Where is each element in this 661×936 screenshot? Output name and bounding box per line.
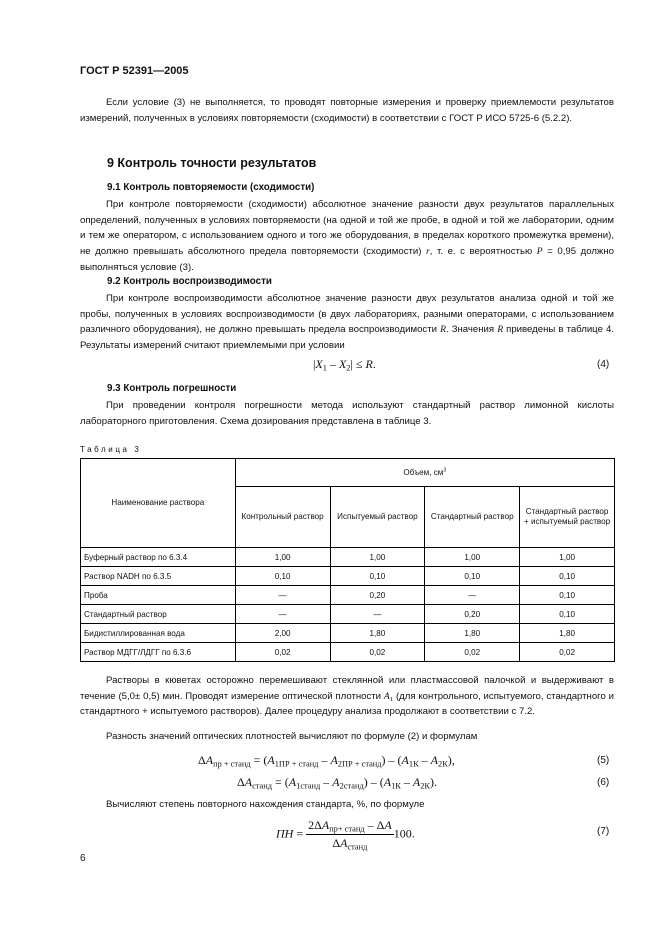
- equation-number-6: (6): [597, 777, 610, 788]
- repeat-paragraph: Вычисляют степень повторного нахождения стандарта, %, по формуле: [106, 799, 425, 810]
- table-header-col-3: Стандартный раствор: [425, 487, 520, 548]
- s2-text-a: При контроле воспроизводимости абсолютное значение разности двух результатов анализа одной и той же пробы, полученных в условиях воспроизводимости (в двух лабораториях, разными операторами, с использованием различного оборудования), не должно превышать предела воспроизводимости: [80, 293, 614, 336]
- table-row: Раствор NADH по 6.3.5 0,10 0,10 0,10 0,10: [81, 567, 615, 586]
- formula-5: $\Delta A_{пр + станд} = (A_{1ПР + станд} - A_{2ПР + станд}) - (A_{1К} - A_{2К})$,: [198, 753, 455, 769]
- section-9-1-title: 9.1 Контроль повторяемости (сходимости): [107, 182, 315, 193]
- symbol-R-1: R: [440, 324, 446, 336]
- s2-text-c: приведены в таблице 4. Результаты измерений считают приемлемыми при условии: [80, 324, 614, 352]
- symbol-p: P: [536, 246, 543, 258]
- formula-7-fraction: $\frac{2\Delta A_{пр+ станд} - \Delta A}{\Delta A_{станд}}$: [308, 818, 392, 852]
- s1-text-a: При контроле повторяемости (сходимости) абсолютное значение разности двух результатов параллельных определений, полученных в условиях повторяемости (на одной и той же пробе, в одной и той же лаборатории, одним и тем же оператором, с использованием одного и того же оборудования, в пределах короткого промежутка времени), не должно превышать абсолютного предела повторяемости (сходимости): [80, 199, 614, 258]
- table-header-col-4: Стандартный раствор + испытуемый раствор: [520, 487, 615, 548]
- s1-text-b: , т. е. с вероятностью: [429, 246, 537, 258]
- section-9-3-text: При проведении контроля погрешности метода используют стандартный раствор лимонной кислоты лабораторного приготовления. Схема дозирования представлена в таблице 3.: [80, 400, 614, 427]
- table-row: Буферный раствор по 6.3.4 1,00 1,00 1,00 1,00: [81, 548, 615, 567]
- equation-number-4: (4): [597, 359, 610, 370]
- equation-number-5: (5): [597, 755, 610, 766]
- table-row: Раствор МДГГ/ЛДГГ по 6.3.6 0,02 0,02 0,02 0,02: [81, 643, 615, 662]
- section-9-2-text: [80, 291, 614, 354]
- table-header-volume: Объем, $см^3$: [235, 459, 614, 487]
- formula-7: ПН = $\frac{2\Delta A_{пр+ станд} - \Delta A}{\Delta A_{станд}}$ 100.: [276, 818, 415, 852]
- table-row: Стандартный раствор — — 0,20 0,10: [81, 605, 615, 624]
- page-header-standard: ГОСТ Р 52391—2005: [80, 65, 189, 77]
- table-3-caption: Таблица 3: [80, 445, 142, 454]
- page-number: 6: [80, 853, 86, 864]
- section-9-2-title: 9.2 Контроль воспроизводимости: [107, 276, 272, 287]
- table-header-col-1: Контрольный раствор: [235, 487, 330, 548]
- s2-text-b: . Значения: [445, 324, 498, 336]
- intro-paragraph: Если условие (3) не выполняется, то проводят повторные измерения и проверку приемлемости результатов измерений, полученных в условиях повторяемости (сходимости) в соответствии с ГОСТ Р ИСО 5725-6 (5.2.2).: [80, 97, 614, 124]
- formula-6: $\Delta A_{станд} = (A_{1станд} - A_{2станд}) - (A_{1К} - A_{2К})$.: [237, 775, 437, 791]
- after-table-paragraph-1: Растворы в кюветах осторожно перемешивают стеклянной или пластмассовой палочкой и выдерживают в течение (5,0± 0,5) мин. Проводят измерение оптической плотности $A_1$ (для контрольного, испытуемого, стандартного и стандартного + испытуемого растворов). Далее процедуру анализа продолжают в соответствии с 7.2.: [80, 675, 615, 718]
- after-table-paragraph-2: Разность значений оптических плотностей вычисляют по формуле (2) и формулам: [106, 731, 478, 742]
- table-row: Проба — 0,20 — 0,10: [81, 586, 615, 605]
- section-9-1-text: [80, 197, 614, 276]
- section-9-title: 9 Контроль точности результатов: [107, 156, 317, 170]
- formula-4: $|X_1 - X_2| \le R$.: [313, 357, 376, 373]
- s1-text-c: = 0,95 должно выполняться условие (3).: [80, 246, 614, 273]
- symbol-R-2: R: [497, 324, 504, 336]
- table-row: Бидистиллированная вода 2,00 1,80 1,80 1,80: [81, 624, 615, 643]
- equation-number-7: (7): [597, 826, 610, 837]
- section-9-3-title: 9.3 Контроль погрешности: [107, 383, 237, 394]
- table-3: [80, 458, 615, 662]
- table-header-col-2: Испытуемый раствор: [330, 487, 425, 548]
- symbol-r: r: [426, 246, 430, 258]
- table-header-name: Наименование раствора: [81, 459, 236, 548]
